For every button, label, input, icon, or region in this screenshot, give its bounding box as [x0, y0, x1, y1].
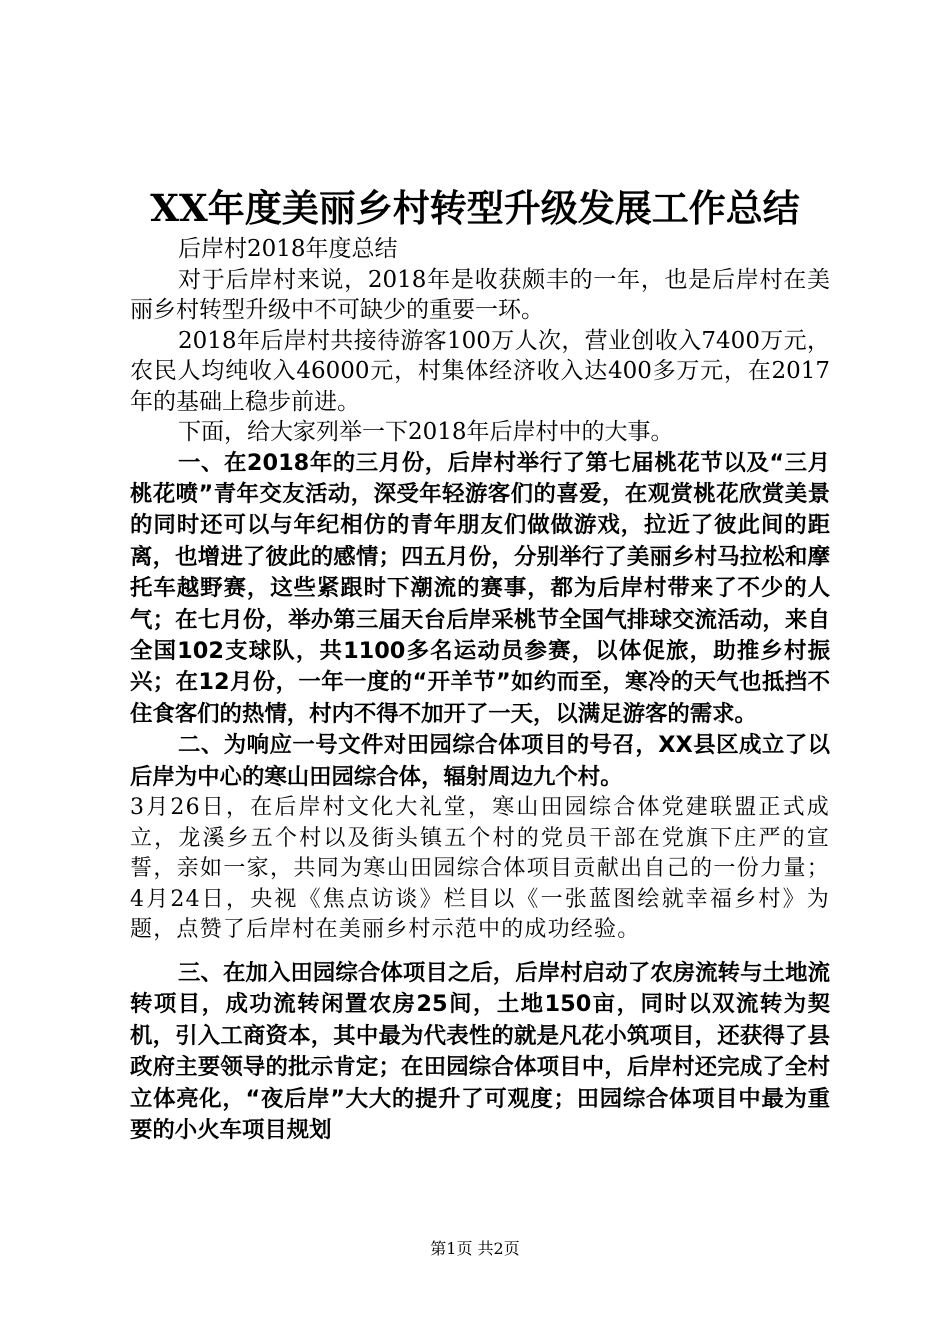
paragraph-event-three: 三、在加入田园综合体项目之后，后岸村启动了农房流转与土地流转项目，成功流转闲置农房25间，土地150亩，同时以双流转为契机，引入工商资本，其中最为代表性的就是凡花小筑项目，还获得了县政府主要领导的批示肯定；在田园综合体项目中，后岸村还完成了全村立体亮化，“夜后岸”大大的提升了可观度；田园综合体项目中最为重要的小火车项目规划	[130, 959, 830, 1143]
paragraph-statistics: 2018年后岸村共接待游客100万人次，营业创收入7400万元，农民人均纯收入46000元，村集体经济收入达400多万元，在2017年的基础上稳步前进。	[130, 327, 830, 415]
paragraph-events-intro: 下面，给大家列举一下2018年后岸村中的大事。	[178, 419, 674, 445]
paragraph-intro: 对于后岸村来说，2018年是收获颇丰的一年，也是后岸村在美丽乡村转型升级中不可缺少的重要一环。	[130, 266, 830, 323]
page-number-footer: 第1页 共2页	[430, 1239, 520, 1258]
paragraph-event-two-continued: 3月26日，在后岸村文化大礼堂，寒山田园综合体党建联盟正式成立，龙溪乡五个村以及街头镇五个村的党员干部在党旗下庄严的宣誓，亲如一家，共同为寒山田园综合体项目贡献出自己的一份力量；4月24日，央视《焦点访谈》栏目以《一张蓝图绘就幸福乡村》为题，点赞了后岸村在美丽乡村示范中的成功经验。	[130, 794, 830, 943]
paragraph-event-one: 一、在2018年的三月份，后岸村举行了第七届桃花节以及“三月桃花喷”青年交友活动，深受年轻游客们的喜爱，在观赏桃花欣赏美景的同时还可以与年纪相仿的青年朋友们做做游戏，拉近了彼此间的距离，也增进了彼此的感情；四五月份，分别举行了美丽乡村马拉松和摩托车越野赛，这些紧跟时下潮流的赛事，都为后岸村带来了不少的人气；在七月份，举办第三届天台后岸采桃节全国气排球交流活动，来自全国102支球队，共1100多名运动员参赛，以体促旅，助推乡村振兴；在12月份，一年一度的“开羊节”如约而至，寒冷的天气也抵挡不住食客们的热情，村内不得不加开了一天，以满足游客的需求。	[130, 449, 830, 727]
paragraph-subtitle: 后岸村2018年度总结	[178, 236, 398, 262]
document-title: XX年度美丽乡村转型升级发展工作总结	[150, 186, 800, 230]
document-body	[130, 234, 830, 1146]
paragraph-event-two: 二、为响应一号文件对田园综合体项目的号召，XX县区成立了以后岸为中心的寒山田园综合体，辐射周边九个村。	[130, 732, 830, 790]
